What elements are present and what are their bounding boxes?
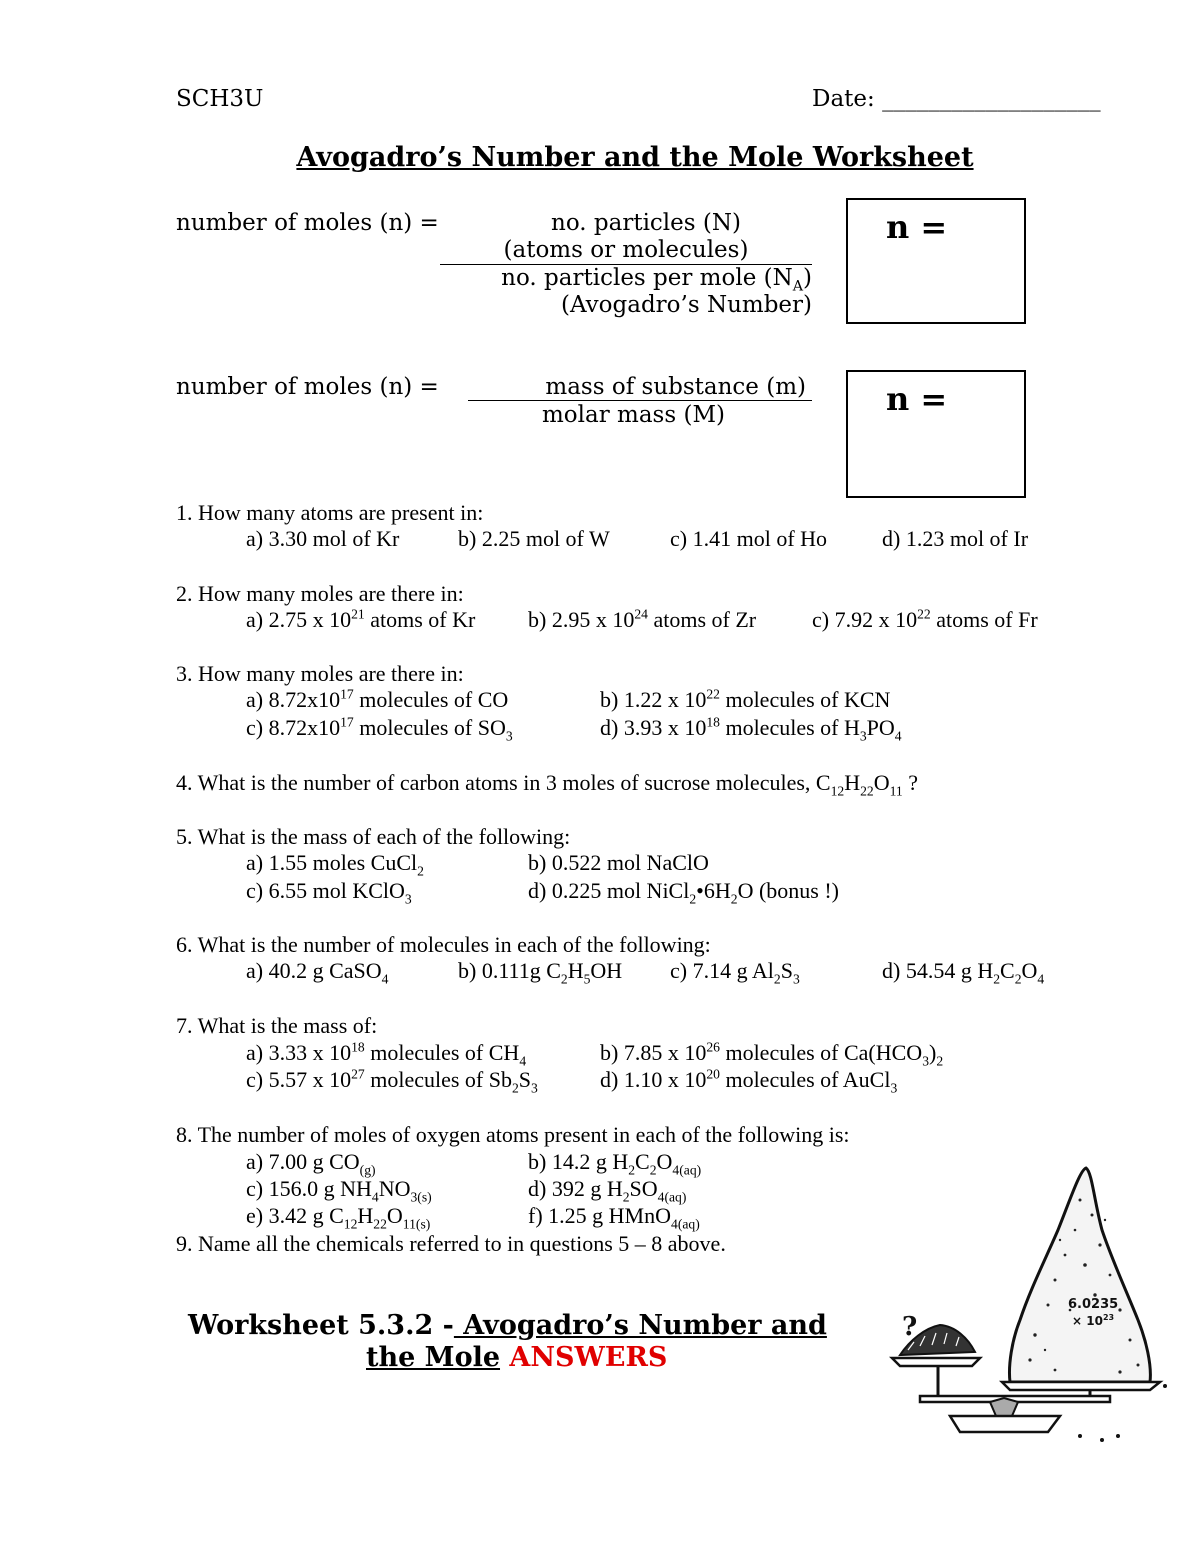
pile-label-sup: 23 [1102, 1313, 1115, 1322]
question-6-a: a) 40.2 g CaSO$_4$ [246, 958, 389, 987]
pile-label-value: 6.0235 [1068, 1297, 1119, 1312]
formula-1-lhs: number of moles (n) = [176, 210, 439, 236]
question-7-c: c) 5.57 x $10^{27}$ molecules of $Sb_2S_3$ [246, 1066, 538, 1096]
answers-heading-prefix: Worksheet 5.3.2 - [188, 1310, 454, 1341]
question-7-d: d) 1.10 x $10^{20}$ molecules of AuCl$_3$ [600, 1066, 898, 1096]
pile-label-times: × 10 [1072, 1314, 1103, 1328]
question-3-a: a) $8.72x10^{17}$ molecules of CO [246, 686, 509, 712]
answer-box-1 [846, 198, 1026, 324]
fraction-bar [468, 400, 812, 401]
answers-label: ANSWERS [500, 1342, 668, 1373]
question-2-a: a) 2.75 x $10^{21}$ atoms of Kr [246, 606, 476, 632]
question-3-c: c) $8.72x10^{17}$ molecules of $SO_3$ [246, 714, 513, 744]
question-8: 8. The number of moles of oxygen atoms present in each of the following is: [176, 1122, 850, 1147]
question-1-a: a) 3.30 mol of Kr [246, 526, 400, 551]
question-3-d: d) 3.93 x $10^{18}$ molecules of $H_3PO_4$ [600, 714, 902, 744]
answers-heading-topic-end: the Mole [366, 1342, 501, 1373]
formula-1-numerator-2: (atoms or molecules) [503, 237, 749, 263]
question-6-c: c) 7.14 g $Al_2S_3$ [670, 958, 800, 987]
question-2: 2. How many moles are there in: [176, 581, 464, 606]
question-6-b: b) 0.111g $C_2H_5OH$ [458, 958, 623, 987]
question-6-d: d) 54.54 g $H_2C_2O_4$ [882, 958, 1045, 987]
formula-1-denominator-close: ) [803, 265, 812, 291]
formula-1-denominator-sub: A [792, 278, 804, 295]
question-3-b: b) 1.22 x $10^{22}$ molecules of KCN [600, 686, 891, 712]
answer-box-1-label: n = [886, 208, 948, 246]
formula-2-denominator: molar mass (M) [542, 402, 725, 428]
formula-2-numerator: mass of substance (m) [545, 374, 806, 400]
formula-1-denominator-2: (Avogadro’s Number) [561, 292, 812, 318]
question-5-d: d) 0.225 mol $NiCl_2•6H_2O$ (bonus !) [528, 878, 839, 907]
question-5-a: a) 1.55 moles CuCl$_2$ [246, 850, 424, 879]
question-1: 1. How many atoms are present in: [176, 500, 484, 525]
question-4: 4. What is the number of carbon atoms in 3 moles of sucrose molecules, $C_{12}H_{22}O_{11}$ ? [176, 770, 918, 799]
question-7-a: a) 3.33 x $10^{18}$ molecules of $CH_4$ [246, 1039, 527, 1069]
question-6: 6. What is the number of molecules in each of the following: [176, 932, 711, 957]
answer-box-2-label: n = [886, 380, 948, 418]
question-1-c: c) 1.41 mol of Ho [670, 526, 828, 551]
question-8-d: d) 392 g $H_2SO_{4(aq)}$ [528, 1176, 687, 1205]
question-7-b: b) 7.85 x $10^{26}$ molecules of $Ca(HCO_3)_2$ [600, 1039, 944, 1069]
question-8-f: f) 1.25 g HMnO$_{4(aq)}$ [528, 1203, 700, 1232]
answer-box-2 [846, 370, 1026, 498]
formula-1-denominator-1 [440, 265, 812, 295]
question-3: 3. How many moles are there in: [176, 661, 464, 686]
formula-2-lhs: number of moles (n) = [176, 374, 439, 400]
question-9: 9. Name all the chemicals referred to in questions 5 – 8 above. [176, 1231, 726, 1256]
course-code: SCH3U [176, 86, 264, 112]
balance-illustration [880, 1160, 1170, 1450]
question-7: 7. What is the mass of: [176, 1013, 378, 1038]
answers-heading-topic: Avogadro’s Number and [453, 1310, 827, 1341]
question-8-c: c) 156.0 g $NH_4NO_{3(s)}$ [246, 1176, 432, 1205]
question-8-b: b) 14.2 g $H_2C_2O_{4(aq)}$ [528, 1149, 702, 1178]
question-1-b: b) 2.25 mol of W [458, 526, 610, 551]
question-1-d: d) 1.23 mol of Ir [882, 526, 1029, 551]
question-5-b: b) 0.522 mol NaClO [528, 850, 709, 875]
balance-scale-drawing [880, 1160, 1170, 1450]
question-8-a: a) 7.00 g $CO_{(g)}$ [246, 1149, 376, 1178]
page-title: Avogadro’s Number and the Mole Worksheet [296, 142, 974, 173]
question-2-b: b) 2.95 x $10^{24}$ atoms of Zr [528, 606, 757, 632]
formula-1-numerator-1: no. particles (N) [551, 210, 741, 236]
question-mark: ? [902, 1312, 918, 1342]
question-8-e: e) 3.42 g $C_{12}H_{22}O_{11(s)}$ [246, 1203, 431, 1232]
formula-1-denominator-text: no. particles per mole (N [501, 265, 793, 291]
question-5: 5. What is the mass of each of the following: [176, 824, 571, 849]
date-field-label: Date: ___________________ [812, 86, 1101, 112]
question-5-c: c) 6.55 mol KClO$_3$ [246, 878, 412, 907]
question-2-c: c) 7.92 x $10^{22}$ atoms of Fr [812, 606, 1038, 632]
answers-heading-line-2 [366, 1342, 667, 1373]
answers-heading-line-1 [188, 1310, 827, 1341]
